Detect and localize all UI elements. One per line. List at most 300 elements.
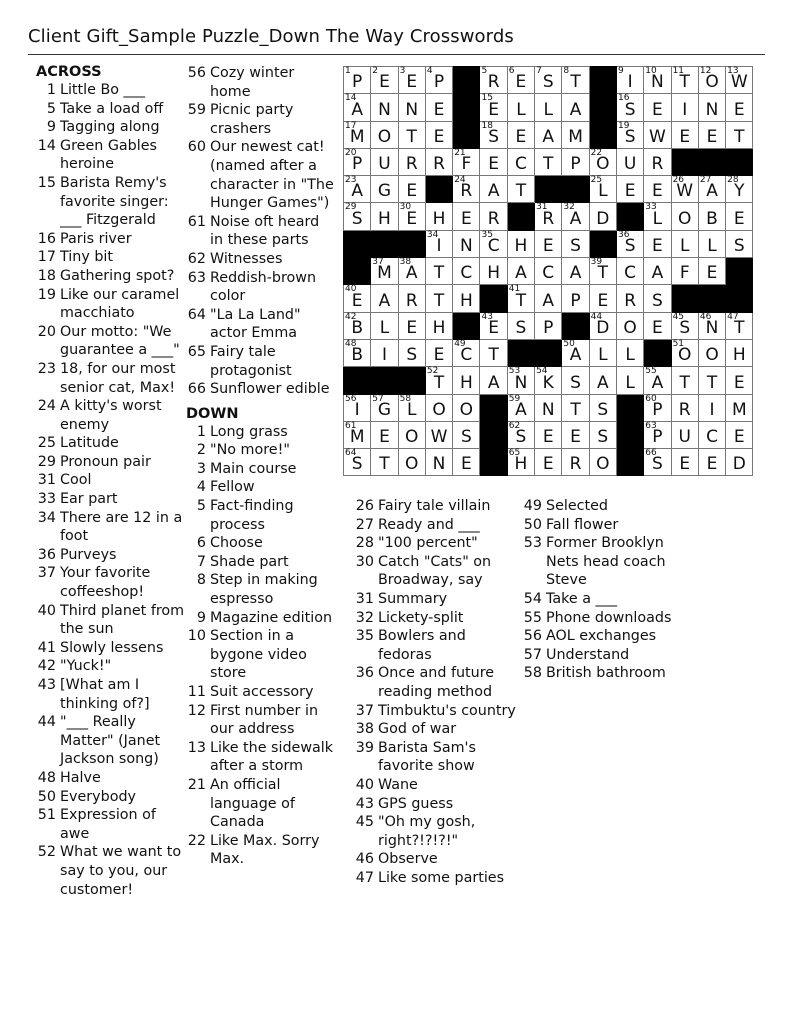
grid-cell[interactable] bbox=[507, 230, 534, 257]
grid-cell[interactable] bbox=[398, 421, 425, 448]
grid-cell[interactable] bbox=[589, 367, 616, 394]
clue-number: 1 bbox=[196, 423, 206, 440]
grid-cell[interactable] bbox=[507, 94, 534, 121]
grid-cell[interactable] bbox=[425, 203, 452, 230]
down-heading: DOWN bbox=[186, 405, 239, 422]
grid-cell[interactable] bbox=[698, 94, 725, 121]
grid-cell[interactable] bbox=[562, 148, 589, 175]
grid-cell[interactable] bbox=[371, 339, 398, 366]
clue-number: 19 bbox=[37, 286, 56, 303]
grid-cell[interactable] bbox=[616, 367, 643, 394]
clue-text: Barista Remy's favorite singer: ___ Fitzgerald bbox=[60, 174, 169, 229]
grid-cell[interactable] bbox=[671, 312, 698, 339]
grid-cell[interactable] bbox=[453, 449, 480, 476]
cell-letter: E bbox=[542, 236, 554, 257]
grid-cell[interactable] bbox=[589, 449, 616, 476]
cell-letter: T bbox=[570, 399, 581, 420]
cell-letter: S bbox=[733, 236, 745, 257]
grid-cell[interactable] bbox=[644, 121, 671, 148]
grid-cell[interactable] bbox=[671, 258, 698, 285]
grid-cell[interactable] bbox=[425, 312, 452, 339]
grid-cell[interactable] bbox=[671, 421, 698, 448]
grid-cell[interactable] bbox=[644, 230, 671, 257]
grid-cell[interactable] bbox=[453, 421, 480, 448]
cell-number: 27 bbox=[699, 175, 712, 186]
clue-item bbox=[522, 646, 672, 665]
grid-cell[interactable] bbox=[644, 421, 671, 448]
cell-letter: R bbox=[460, 181, 473, 202]
grid-cell[interactable] bbox=[644, 312, 671, 339]
grid-cell[interactable] bbox=[453, 394, 480, 421]
cell-letter: I bbox=[682, 99, 688, 120]
grid-cell[interactable] bbox=[398, 312, 425, 339]
cell-letter: M bbox=[349, 126, 365, 147]
grid-cell[interactable] bbox=[616, 121, 643, 148]
clue-item bbox=[36, 323, 186, 360]
cell-number: 22 bbox=[590, 147, 603, 158]
grid-cell[interactable] bbox=[507, 394, 534, 421]
clue-text: Wane bbox=[378, 776, 418, 793]
cell-letter: H bbox=[732, 345, 746, 366]
grid-block bbox=[371, 367, 398, 394]
grid-cell[interactable] bbox=[535, 421, 562, 448]
cell-letter: E bbox=[624, 181, 636, 202]
grid-cell[interactable] bbox=[425, 121, 452, 148]
grid-cell[interactable] bbox=[453, 203, 480, 230]
grid-cell[interactable] bbox=[726, 367, 753, 394]
clue-number: 7 bbox=[196, 553, 206, 570]
grid-cell[interactable] bbox=[453, 367, 480, 394]
grid-cell[interactable] bbox=[480, 176, 507, 203]
grid-cell[interactable] bbox=[398, 121, 425, 148]
grid-cell[interactable] bbox=[344, 148, 371, 175]
grid-cell[interactable] bbox=[480, 367, 507, 394]
grid-cell[interactable] bbox=[480, 203, 507, 230]
clue-item bbox=[36, 602, 186, 639]
grid-cell[interactable] bbox=[453, 258, 480, 285]
grid-cell[interactable] bbox=[726, 394, 753, 421]
grid-cell[interactable] bbox=[535, 94, 562, 121]
grid-cell[interactable] bbox=[398, 339, 425, 366]
grid-cell[interactable] bbox=[507, 449, 534, 476]
grid-cell[interactable] bbox=[371, 121, 398, 148]
grid-cell[interactable] bbox=[344, 312, 371, 339]
grid-cell[interactable] bbox=[453, 230, 480, 257]
cell-letter: I bbox=[354, 399, 360, 420]
grid-cell[interactable] bbox=[644, 176, 671, 203]
grid-cell[interactable] bbox=[616, 339, 643, 366]
grid-cell[interactable] bbox=[589, 176, 616, 203]
clue-number: 63 bbox=[187, 269, 206, 286]
cell-number: 56 bbox=[345, 393, 357, 404]
grid-cell[interactable] bbox=[371, 312, 398, 339]
clue-item bbox=[522, 627, 672, 646]
grid-block bbox=[562, 312, 589, 339]
clue-number: 48 bbox=[37, 769, 56, 786]
grid-block bbox=[726, 285, 753, 312]
grid-cell[interactable] bbox=[616, 258, 643, 285]
cell-letter: E bbox=[679, 126, 691, 147]
clue-number: 31 bbox=[37, 472, 56, 489]
grid-block bbox=[453, 94, 480, 121]
grid-cell[interactable] bbox=[726, 176, 753, 203]
grid-cell[interactable] bbox=[616, 230, 643, 257]
cell-letter: R bbox=[433, 154, 445, 175]
grid-cell[interactable] bbox=[425, 258, 452, 285]
grid-cell[interactable] bbox=[507, 121, 534, 148]
clue-text: Sunflower edible bbox=[210, 381, 330, 398]
grid-cell[interactable] bbox=[480, 339, 507, 366]
clue-item bbox=[36, 118, 186, 137]
clue-number: 51 bbox=[37, 807, 56, 824]
grid-cell[interactable] bbox=[507, 148, 534, 175]
grid-block bbox=[671, 148, 698, 175]
grid-cell[interactable] bbox=[698, 394, 725, 421]
grid-cell[interactable] bbox=[507, 176, 534, 203]
grid-cell[interactable] bbox=[644, 367, 671, 394]
grid-cell[interactable] bbox=[589, 312, 616, 339]
cell-letter: S bbox=[515, 317, 527, 338]
grid-cell[interactable] bbox=[344, 67, 371, 94]
grid-cell[interactable] bbox=[535, 203, 562, 230]
grid-cell[interactable] bbox=[535, 285, 562, 312]
grid-cell[interactable] bbox=[398, 449, 425, 476]
cell-number: 59 bbox=[508, 393, 521, 404]
clue-number: 37 bbox=[37, 565, 56, 582]
grid-cell[interactable] bbox=[562, 421, 589, 448]
grid-cell[interactable] bbox=[562, 230, 589, 257]
clue-text: GPS guess bbox=[378, 795, 454, 812]
grid-cell[interactable] bbox=[398, 258, 425, 285]
clue-text: Our newest cat! (named after a character in "The Hunger Games") bbox=[210, 139, 334, 212]
grid-cell[interactable] bbox=[507, 258, 534, 285]
grid-cell[interactable] bbox=[425, 94, 452, 121]
cell-letter: H bbox=[432, 317, 446, 338]
grid-cell[interactable] bbox=[535, 367, 562, 394]
grid-cell[interactable] bbox=[425, 449, 452, 476]
grid-cell[interactable] bbox=[425, 339, 452, 366]
cell-letter: E bbox=[460, 208, 472, 229]
grid-cell[interactable] bbox=[562, 121, 589, 148]
grid-cell[interactable] bbox=[671, 121, 698, 148]
clue-column-2 bbox=[186, 64, 334, 869]
grid-block bbox=[398, 367, 425, 394]
grid-cell[interactable] bbox=[562, 94, 589, 121]
grid-cell[interactable] bbox=[371, 94, 398, 121]
cell-letter: I bbox=[709, 399, 715, 420]
grid-cell[interactable] bbox=[698, 67, 725, 94]
grid-cell[interactable] bbox=[425, 67, 452, 94]
grid-cell[interactable] bbox=[644, 94, 671, 121]
grid-cell[interactable] bbox=[344, 421, 371, 448]
grid-cell[interactable] bbox=[480, 230, 507, 257]
grid-cell[interactable] bbox=[535, 258, 562, 285]
cell-letter: S bbox=[597, 399, 609, 420]
grid-cell[interactable] bbox=[562, 339, 589, 366]
grid-cell[interactable] bbox=[562, 367, 589, 394]
grid-cell[interactable] bbox=[698, 203, 725, 230]
grid-cell[interactable] bbox=[398, 148, 425, 175]
grid-cell[interactable] bbox=[371, 67, 398, 94]
cell-number: 49 bbox=[454, 338, 466, 349]
grid-cell[interactable] bbox=[425, 148, 452, 175]
grid-cell[interactable] bbox=[371, 203, 398, 230]
grid-cell[interactable] bbox=[644, 285, 671, 312]
grid-cell[interactable] bbox=[671, 449, 698, 476]
grid-cell[interactable] bbox=[344, 449, 371, 476]
grid-cell[interactable] bbox=[726, 421, 753, 448]
cell-letter: S bbox=[351, 208, 363, 229]
cell-letter: H bbox=[487, 263, 501, 284]
cell-letter: O bbox=[432, 399, 446, 420]
grid-cell[interactable] bbox=[698, 176, 725, 203]
clue-item bbox=[36, 639, 186, 658]
clue-text: What we want to say to you, our customer! bbox=[60, 844, 182, 898]
grid-cell[interactable] bbox=[698, 367, 725, 394]
clue-text: Shade part bbox=[210, 553, 289, 570]
cell-letter: C bbox=[706, 427, 718, 448]
cell-letter: A bbox=[651, 263, 664, 284]
grid-cell[interactable] bbox=[371, 421, 398, 448]
cell-letter: E bbox=[652, 181, 663, 202]
clue-item bbox=[186, 423, 334, 442]
cell-number: 10 bbox=[645, 66, 657, 76]
grid-cell[interactable] bbox=[726, 203, 753, 230]
grid-cell[interactable] bbox=[589, 285, 616, 312]
grid-cell[interactable] bbox=[562, 285, 589, 312]
grid-block bbox=[425, 176, 452, 203]
grid-cell[interactable] bbox=[425, 367, 452, 394]
grid-block bbox=[616, 449, 643, 476]
grid-cell[interactable] bbox=[535, 148, 562, 175]
clue-number: 57 bbox=[523, 646, 542, 663]
grid-cell[interactable] bbox=[535, 67, 562, 94]
grid-cell[interactable] bbox=[589, 148, 616, 175]
grid-cell[interactable] bbox=[344, 394, 371, 421]
clue-number: 41 bbox=[37, 639, 56, 656]
grid-cell[interactable] bbox=[726, 449, 753, 476]
grid-cell[interactable] bbox=[698, 449, 725, 476]
grid-cell[interactable] bbox=[589, 339, 616, 366]
cell-letter: E bbox=[733, 372, 745, 393]
grid-cell[interactable] bbox=[344, 339, 371, 366]
grid-cell[interactable] bbox=[453, 339, 480, 366]
grid-cell[interactable] bbox=[698, 230, 725, 257]
grid-cell[interactable] bbox=[425, 394, 452, 421]
grid-cell[interactable] bbox=[644, 148, 671, 175]
cell-letter: A bbox=[487, 372, 500, 393]
grid-cell[interactable] bbox=[344, 285, 371, 312]
clue-number: 33 bbox=[37, 491, 56, 508]
grid-cell[interactable] bbox=[371, 258, 398, 285]
grid-cell[interactable] bbox=[453, 285, 480, 312]
cell-letter: L bbox=[598, 181, 608, 202]
cell-letter: H bbox=[432, 208, 446, 229]
grid-cell[interactable] bbox=[425, 421, 452, 448]
clue-number: 39 bbox=[355, 739, 374, 756]
crossword-grid[interactable] bbox=[343, 66, 753, 476]
grid-cell[interactable] bbox=[480, 67, 507, 94]
cell-letter: P bbox=[652, 399, 663, 420]
grid-cell[interactable] bbox=[589, 394, 616, 421]
cell-letter: W bbox=[649, 126, 666, 147]
grid-cell[interactable] bbox=[644, 67, 671, 94]
grid-cell[interactable] bbox=[425, 230, 452, 257]
grid-cell[interactable] bbox=[671, 339, 698, 366]
grid-cell[interactable] bbox=[535, 449, 562, 476]
clue-number: 43 bbox=[355, 795, 374, 812]
grid-cell[interactable] bbox=[398, 203, 425, 230]
grid-cell[interactable] bbox=[480, 121, 507, 148]
cell-letter: A bbox=[651, 372, 664, 393]
cell-number: 36 bbox=[617, 229, 630, 240]
cell-letter: E bbox=[406, 208, 418, 229]
grid-cell[interactable] bbox=[671, 94, 698, 121]
grid-cell[interactable] bbox=[562, 203, 589, 230]
clue-number: 24 bbox=[37, 398, 56, 415]
grid-cell[interactable] bbox=[398, 67, 425, 94]
grid-row bbox=[344, 312, 753, 339]
grid-cell[interactable] bbox=[371, 394, 398, 421]
clue-text: Cozy winter home bbox=[210, 65, 295, 100]
grid-cell[interactable] bbox=[398, 394, 425, 421]
cell-number: 53 bbox=[508, 366, 521, 377]
clue-text: Bowlers and fedoras bbox=[378, 628, 466, 663]
grid-block bbox=[453, 121, 480, 148]
grid-cell[interactable] bbox=[507, 421, 534, 448]
grid-cell[interactable] bbox=[726, 339, 753, 366]
grid-cell[interactable] bbox=[644, 203, 671, 230]
cell-letter: T bbox=[706, 372, 718, 393]
grid-cell[interactable] bbox=[698, 312, 725, 339]
cell-letter: S bbox=[570, 372, 581, 393]
cell-letter: E bbox=[733, 99, 745, 120]
cell-number: 55 bbox=[645, 366, 657, 377]
grid-cell[interactable] bbox=[344, 94, 371, 121]
cell-letter: S bbox=[406, 345, 418, 366]
grid-cell[interactable] bbox=[535, 230, 562, 257]
clue-item bbox=[354, 739, 519, 776]
grid-cell[interactable] bbox=[589, 203, 616, 230]
grid-cell[interactable] bbox=[344, 203, 371, 230]
clue-item bbox=[186, 213, 334, 250]
grid-cell[interactable] bbox=[616, 176, 643, 203]
grid-cell[interactable] bbox=[616, 94, 643, 121]
cell-number: 63 bbox=[645, 420, 657, 431]
grid-cell[interactable] bbox=[616, 312, 643, 339]
clue-text: Take a load off bbox=[60, 100, 164, 117]
cell-number: 51 bbox=[672, 338, 685, 349]
grid-cell[interactable] bbox=[671, 394, 698, 421]
grid-cell[interactable] bbox=[507, 67, 534, 94]
clue-item bbox=[186, 306, 334, 343]
grid-block bbox=[698, 285, 725, 312]
clue-text: Like some parties bbox=[378, 869, 505, 886]
grid-cell[interactable] bbox=[671, 367, 698, 394]
grid-cell[interactable] bbox=[344, 176, 371, 203]
clue-text: First number in our address bbox=[210, 702, 319, 738]
clue-item bbox=[186, 101, 334, 138]
grid-cell[interactable] bbox=[698, 258, 725, 285]
grid-cell[interactable] bbox=[535, 394, 562, 421]
grid-cell[interactable] bbox=[562, 449, 589, 476]
grid-cell[interactable] bbox=[480, 94, 507, 121]
clue-number: 60 bbox=[187, 139, 206, 156]
grid-cell[interactable] bbox=[726, 312, 753, 339]
grid-cell[interactable] bbox=[371, 449, 398, 476]
grid-cell[interactable] bbox=[507, 312, 534, 339]
grid-cell[interactable] bbox=[480, 148, 507, 175]
grid-cell[interactable] bbox=[698, 421, 725, 448]
grid-cell[interactable] bbox=[398, 285, 425, 312]
grid-cell[interactable] bbox=[535, 121, 562, 148]
clue-number: 21 bbox=[187, 776, 206, 793]
grid-cell[interactable] bbox=[562, 67, 589, 94]
grid-cell[interactable] bbox=[698, 121, 725, 148]
clue-item bbox=[186, 343, 334, 380]
grid-cell[interactable] bbox=[644, 449, 671, 476]
cell-number: 48 bbox=[345, 338, 357, 349]
grid-cell[interactable] bbox=[453, 176, 480, 203]
grid-cell[interactable] bbox=[562, 394, 589, 421]
cell-number: 1 bbox=[345, 66, 351, 76]
grid-cell[interactable] bbox=[698, 339, 725, 366]
cell-letter: S bbox=[624, 126, 636, 147]
cell-letter: E bbox=[406, 317, 418, 338]
grid-cell[interactable] bbox=[480, 312, 507, 339]
grid-cell[interactable] bbox=[371, 285, 398, 312]
grid-cell[interactable] bbox=[562, 258, 589, 285]
grid-cell[interactable] bbox=[726, 121, 753, 148]
grid-cell[interactable] bbox=[726, 67, 753, 94]
grid-cell[interactable] bbox=[589, 258, 616, 285]
grid-cell[interactable] bbox=[480, 258, 507, 285]
clue-number: 13 bbox=[187, 739, 206, 756]
grid-cell[interactable] bbox=[616, 148, 643, 175]
grid-cell[interactable] bbox=[671, 230, 698, 257]
grid-cell[interactable] bbox=[398, 94, 425, 121]
grid-cell[interactable] bbox=[344, 121, 371, 148]
grid-cell[interactable] bbox=[671, 176, 698, 203]
grid-cell[interactable] bbox=[371, 148, 398, 175]
cell-letter: S bbox=[351, 454, 363, 475]
cell-letter: U bbox=[623, 154, 637, 175]
grid-cell[interactable] bbox=[726, 94, 753, 121]
clue-number: 16 bbox=[37, 230, 56, 247]
grid-cell[interactable] bbox=[644, 258, 671, 285]
grid-cell[interactable] bbox=[425, 285, 452, 312]
clue-item bbox=[354, 627, 519, 664]
grid-cell[interactable] bbox=[671, 203, 698, 230]
grid-cell[interactable] bbox=[616, 67, 643, 94]
grid-cell[interactable] bbox=[616, 285, 643, 312]
grid-cell[interactable] bbox=[371, 176, 398, 203]
clue-item bbox=[186, 534, 334, 553]
grid-cell[interactable] bbox=[535, 312, 562, 339]
grid-cell[interactable] bbox=[726, 230, 753, 257]
grid-cell[interactable] bbox=[589, 421, 616, 448]
grid-cell[interactable] bbox=[644, 394, 671, 421]
cell-letter: E bbox=[706, 454, 718, 475]
clue-number: 10 bbox=[187, 628, 206, 645]
grid-cell[interactable] bbox=[507, 285, 534, 312]
cell-letter: K bbox=[542, 372, 554, 393]
grid-cell[interactable] bbox=[507, 367, 534, 394]
grid-cell[interactable] bbox=[671, 67, 698, 94]
grid-cell[interactable] bbox=[453, 148, 480, 175]
grid-cell[interactable] bbox=[398, 176, 425, 203]
clue-number: 56 bbox=[187, 65, 206, 81]
